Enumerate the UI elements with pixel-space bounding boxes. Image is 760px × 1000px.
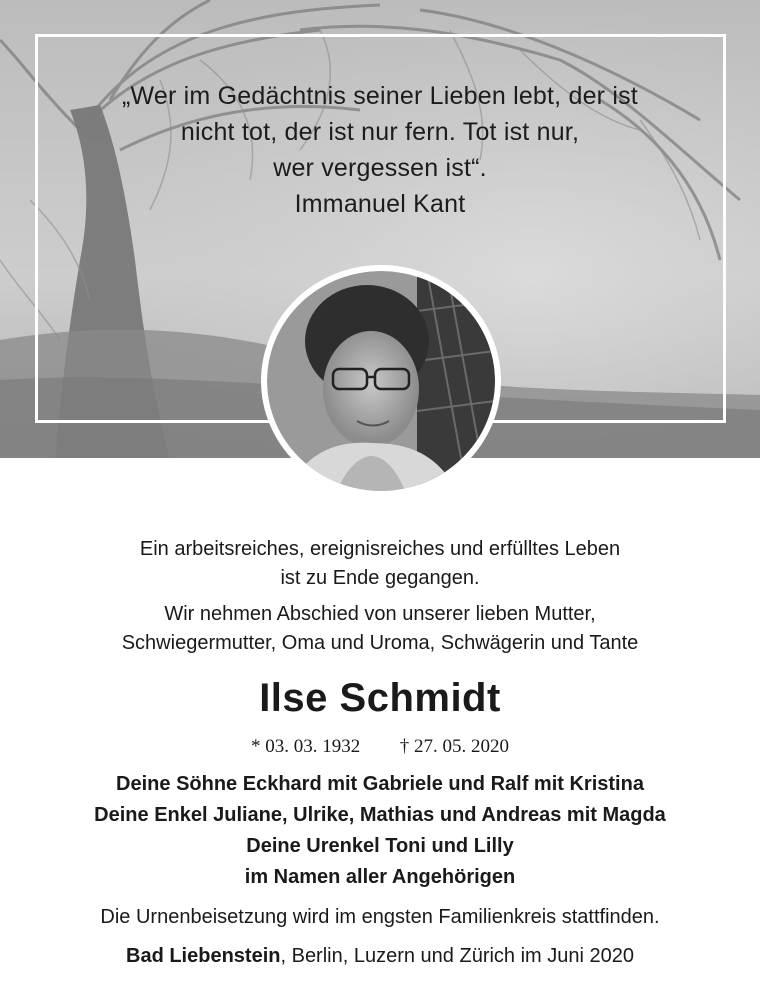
deceased-name: Ilse Schmidt	[259, 676, 501, 720]
closing-line	[0, 942, 760, 971]
life-dates	[0, 734, 760, 760]
mourner-line: Deine Enkel Juliane, Ulrike, Mathias und Andreas mit Magda	[94, 804, 666, 826]
quote-line: nicht tot, der ist nur fern. Tot ist nur,	[180, 118, 580, 146]
mourner-line: Deine Söhne Eckhard mit Gabriele und Ralf mit Kristina	[116, 773, 644, 795]
farewell-text	[0, 600, 760, 658]
portrait	[261, 265, 501, 497]
birth-date: * 03. 03. 1932	[251, 736, 361, 757]
farewell-line: Wir nehmen Abschied von unserer lieben Mutter,	[164, 603, 596, 625]
farewell-line: Schwiegermutter, Oma und Uroma, Schwägerin und Tante	[121, 632, 639, 654]
mourners	[0, 769, 760, 893]
quote	[60, 78, 700, 222]
quote-author: Immanuel Kant	[294, 190, 466, 218]
burial-note: Die Urnenbeisetzung wird im engsten Familienkreis stattfinden.	[100, 906, 660, 928]
mourner-line: Deine Urenkel Toni und Lilly	[246, 835, 514, 857]
portrait-photo	[267, 271, 495, 491]
closing-place: Bad Liebenstein	[126, 945, 281, 967]
mourner-line: im Namen aller Angehörigen	[244, 866, 516, 888]
quote-line: „Wer im Gedächtnis seiner Lieben lebt, der ist	[122, 82, 638, 110]
closing-rest: , Berlin, Luzern und Zürich im Juni 2020	[280, 945, 634, 967]
intro-line: ist zu Ende gegangen.	[280, 567, 480, 589]
death-date: † 27. 05. 2020	[399, 736, 509, 757]
quote-line: wer vergessen ist“.	[273, 154, 487, 182]
intro-text	[0, 535, 760, 593]
intro-line: Ein arbeitsreiches, ereignisreiches und erfülltes Leben	[139, 538, 621, 560]
